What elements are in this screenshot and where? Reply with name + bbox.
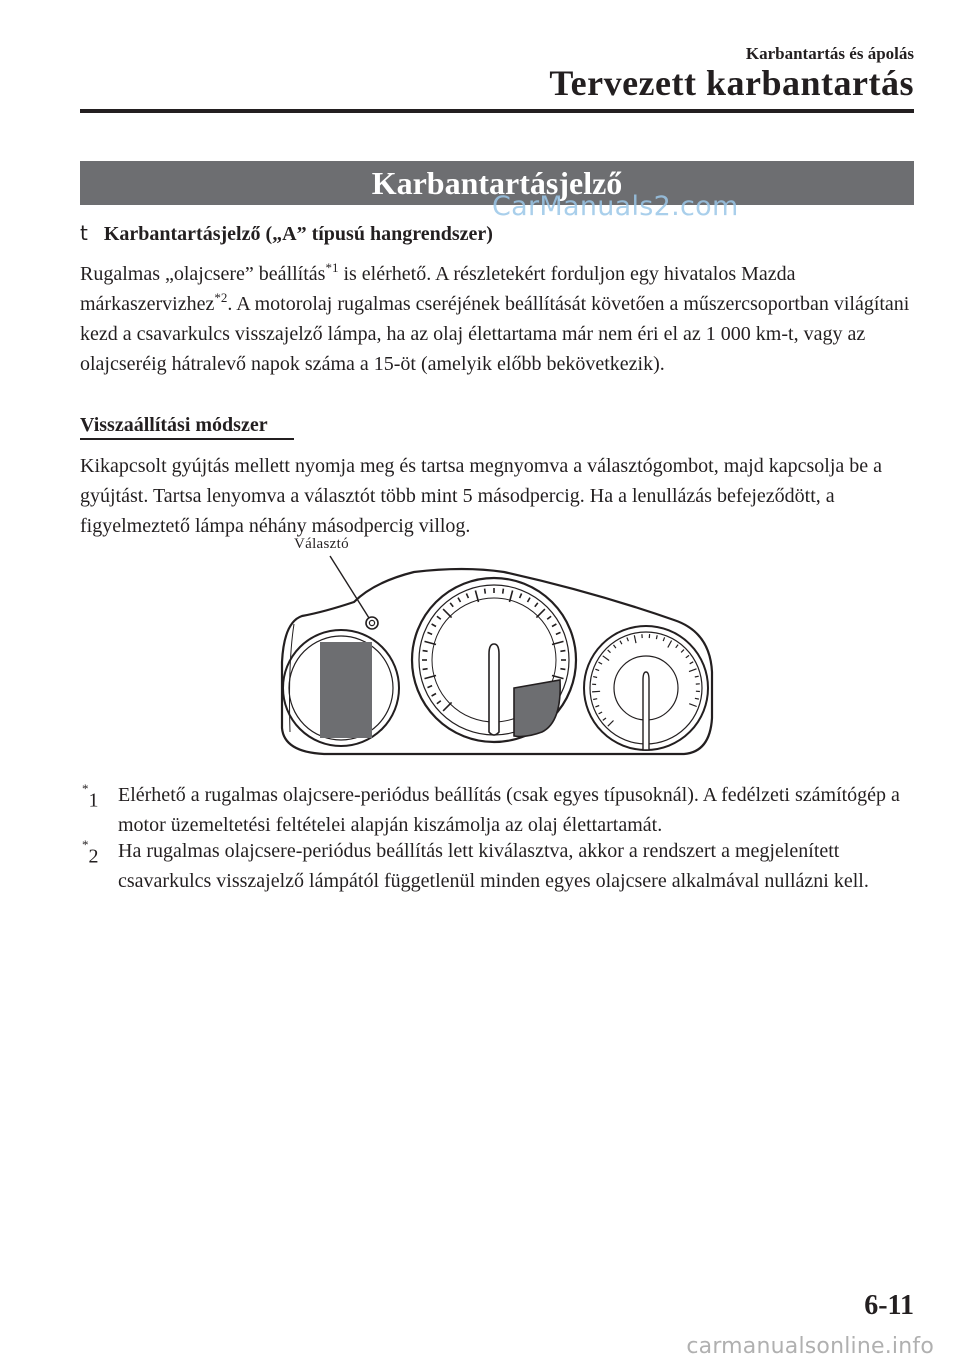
gauge-tick — [663, 637, 664, 641]
gauge-tick — [432, 694, 436, 697]
gauge-tick — [614, 645, 616, 648]
gauge-tick — [676, 645, 678, 648]
gauge-tick — [536, 609, 545, 618]
footnote-2-number: 2 — [88, 845, 99, 868]
gauge-tick — [668, 641, 672, 648]
gauge-tick — [560, 669, 565, 670]
footnote-2-text: Ha rugalmas olajcsere-periódus beállítás lett kiválasztva, akkor a rendszert a megjelenített csavarkulcs visszajelző lámpától függetlenül minden egyes olajcsere alkalmával nullázni kell. — [118, 840, 869, 892]
gauge-tick — [556, 632, 561, 634]
gauge-tick — [423, 669, 428, 670]
gauge-tick — [437, 701, 441, 704]
gauge-tick — [535, 603, 538, 607]
gauge-tick — [593, 699, 597, 700]
footnote-1-number: 1 — [88, 789, 99, 812]
gauge-tick — [450, 603, 453, 607]
intro-text-3: . A motorolaj rugalmas cseréjének beállítását követően a műszercsoportban világítani kezd a csavarkulcs visszajelző lámpa, ha az olaj élettartama már nem éri el az 1 000 km-t, vagy az olajcseréig hátralevő napok száma a 15-öt (amelyik előbb bekövetkezik). — [80, 293, 910, 375]
page-title: Tervezett karbantartás — [549, 63, 914, 103]
gauge-tick — [503, 589, 504, 594]
gauge-tick — [466, 594, 468, 599]
subheading — [80, 221, 493, 246]
instrument-cluster-illustration — [264, 532, 724, 768]
footnote-1-text: Elérhető a rugalmas olajcsere-periódus beállítás (csak egyes típusoknál). A fedélzeti számítógép a motor üzemeltetési feltételei alapján kiszámolja az olaj élettartamát. — [118, 784, 900, 836]
gauge-tick — [458, 598, 461, 602]
gauge-tick — [593, 677, 597, 678]
gauge-tick — [552, 624, 556, 627]
gauge-tick — [681, 650, 684, 653]
gauge-tick — [603, 656, 609, 661]
footnote-1 — [80, 780, 920, 840]
gauge-tick — [432, 624, 436, 627]
center-gauge — [412, 578, 576, 742]
footnote-ref-1: *1 — [325, 260, 339, 275]
selector-knob-icon — [366, 617, 378, 629]
right-gauge-needle — [643, 672, 649, 750]
gauge-tick — [603, 718, 606, 720]
gauge-tick — [656, 635, 657, 639]
gauge-tick — [443, 702, 452, 711]
right-gauge — [584, 626, 708, 750]
intro-text-1: Rugalmas „olajcsere” beállítás — [80, 263, 326, 285]
footnote-ref-2: *2 — [214, 290, 228, 305]
gauge-tick — [634, 635, 636, 643]
footnote-2-asterisk: * — [82, 837, 89, 852]
bullet-icon: t — [80, 221, 88, 245]
intro-paragraph — [80, 259, 914, 379]
left-gauge — [283, 630, 399, 746]
footnote-1-asterisk: * — [82, 781, 89, 796]
gauge-tick — [689, 669, 697, 672]
gauge-tick — [528, 598, 531, 602]
gauge-tick — [690, 662, 694, 664]
header-rule — [80, 109, 914, 113]
tach-needle — [489, 644, 499, 735]
section-banner: Karbantartásjelző — [80, 161, 914, 205]
subheading-text: Karbantartásjelző („A” típusú hangrendszer) — [103, 223, 493, 245]
gauge-tick — [689, 704, 697, 707]
gauge-tick — [608, 650, 611, 653]
tach-display-panel — [514, 680, 560, 737]
method-underline — [80, 438, 294, 440]
gauge-tick — [443, 609, 452, 618]
gauge-tick — [423, 651, 428, 652]
footnote-1-marker — [82, 780, 99, 816]
gauge-tick — [547, 616, 551, 619]
watermark-top: CarManuals2.com — [492, 191, 739, 222]
gauge-tick — [595, 669, 599, 670]
gauge-tick — [599, 662, 603, 664]
method-paragraph: Kikapcsolt gyújtás mellett nyomja meg és tartsa megnyomva a választógombot, majd kapcsolja be a gyújtást. Tartsa lenyomva a választót több mint 5 másodpercig. Ha a lenullázás befejeződött, a figyelmeztető lámpa néhány másodpercig villog. — [80, 455, 883, 537]
gauge-tick — [520, 594, 522, 599]
gauge-tick — [428, 632, 433, 634]
gauge-tick — [485, 589, 486, 594]
footnote-2 — [80, 836, 920, 896]
watermark-bottom: carmanualsonline.info — [686, 1334, 934, 1359]
method-title: Visszaállítási módszer — [80, 414, 268, 436]
gauge-tick — [560, 651, 565, 652]
gauge-tick — [695, 698, 699, 699]
gauge-tick — [437, 616, 441, 619]
gauge-tick — [620, 641, 622, 645]
gauge-tick — [686, 655, 689, 657]
gauge-tick — [428, 686, 433, 688]
gauge-tick — [595, 706, 599, 707]
selector-label: Választó — [294, 536, 349, 552]
gauge-tick — [695, 676, 699, 677]
gauge-tick — [627, 638, 629, 642]
page-number: 6-11 — [864, 1290, 914, 1321]
chapter-title: Karbantartás és ápolás — [745, 44, 914, 63]
gauge-tick — [592, 691, 600, 692]
gauge-tick — [599, 712, 603, 714]
gauge-tick — [608, 721, 614, 727]
intro-text-2: is elérhető. A részletekért forduljon egy hivatalos Mazda márkaszervizhez — [80, 263, 796, 315]
footnote-2-marker — [82, 836, 99, 872]
